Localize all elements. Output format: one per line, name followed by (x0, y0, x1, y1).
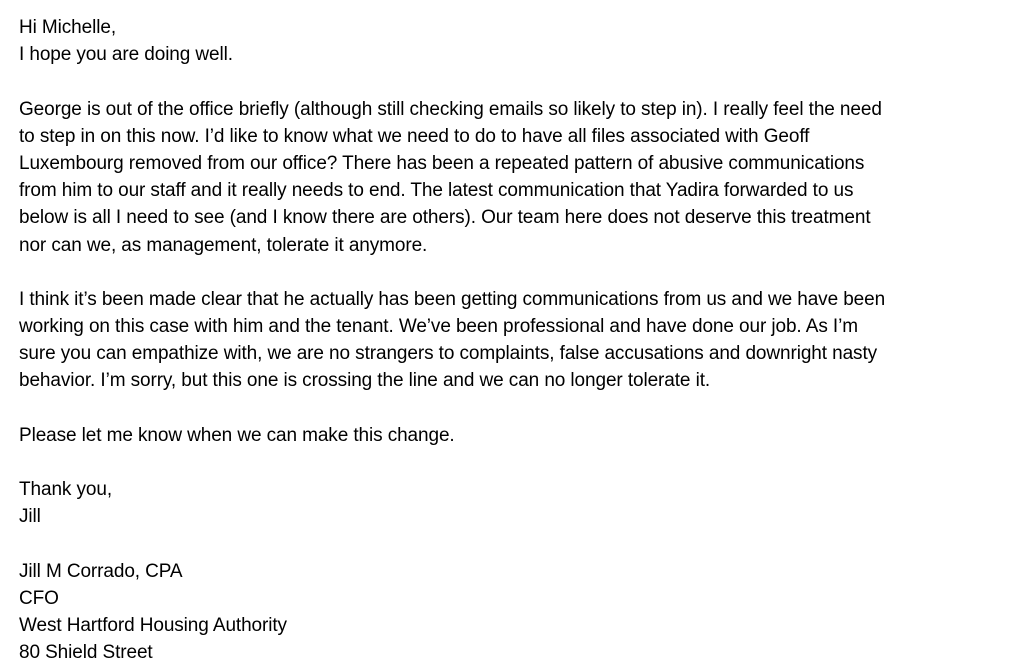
signature-organization: West Hartford Housing Authority (19, 615, 287, 637)
paragraph-gap (19, 395, 1009, 422)
paragraph-line: from him to our staff and it really needs to end. The latest communication that Yadira forwarded to us (19, 180, 854, 202)
greeting-block (19, 14, 1009, 68)
signature-address: 80 Shield Street (19, 642, 153, 664)
signature-title: CFO (19, 587, 59, 609)
paragraph-line: Luxembourg removed from our office? There has been a repeated pattern of abusive communications (19, 152, 865, 174)
closing-block (19, 476, 1009, 530)
paragraph-gap (19, 449, 1009, 476)
paragraph-line: Please let me know when we can make this change. (19, 424, 455, 446)
signature-block (19, 558, 1009, 667)
paragraph-gap (19, 259, 1009, 286)
paragraph-line: working on this case with him and the tenant. We’ve been professional and have done our job. As I’m (19, 316, 858, 338)
closing-line: Thank you, (19, 479, 112, 501)
paragraph-line: I think it’s been made clear that he actually has been getting communications from us and we have been (19, 288, 886, 310)
paragraph-line: below is all I need to see (and I know there are others). Our team here does not deserve this treatment (19, 207, 871, 229)
paragraph-explanation (19, 286, 1009, 395)
closing-name: Jill (19, 506, 41, 528)
paragraph-closing-request (19, 422, 1009, 449)
paragraph-line: to step in on this now. I’d like to know what we need to do to have all files associated with Geoff (19, 125, 810, 147)
paragraph-line: George is out of the office briefly (although still checking emails so likely to step in). I really feel the need (19, 98, 882, 120)
paragraph-gap (19, 68, 1009, 95)
paragraph-line: nor can we, as management, tolerate it anymore. (19, 234, 428, 256)
paragraph-line: sure you can empathize with, we are no strangers to complaints, false accusations and downright nasty (19, 343, 878, 365)
greeting-line: I hope you are doing well. (19, 44, 233, 66)
paragraph-line: behavior. I’m sorry, but this one is crossing the line and we can no longer tolerate it. (19, 370, 711, 392)
paragraph-gap (19, 531, 1009, 558)
email-body (19, 14, 1009, 667)
paragraph-request (19, 96, 1009, 259)
signature-name: Jill M Corrado, CPA (19, 560, 183, 582)
salutation-line: Hi Michelle, (19, 17, 116, 38)
